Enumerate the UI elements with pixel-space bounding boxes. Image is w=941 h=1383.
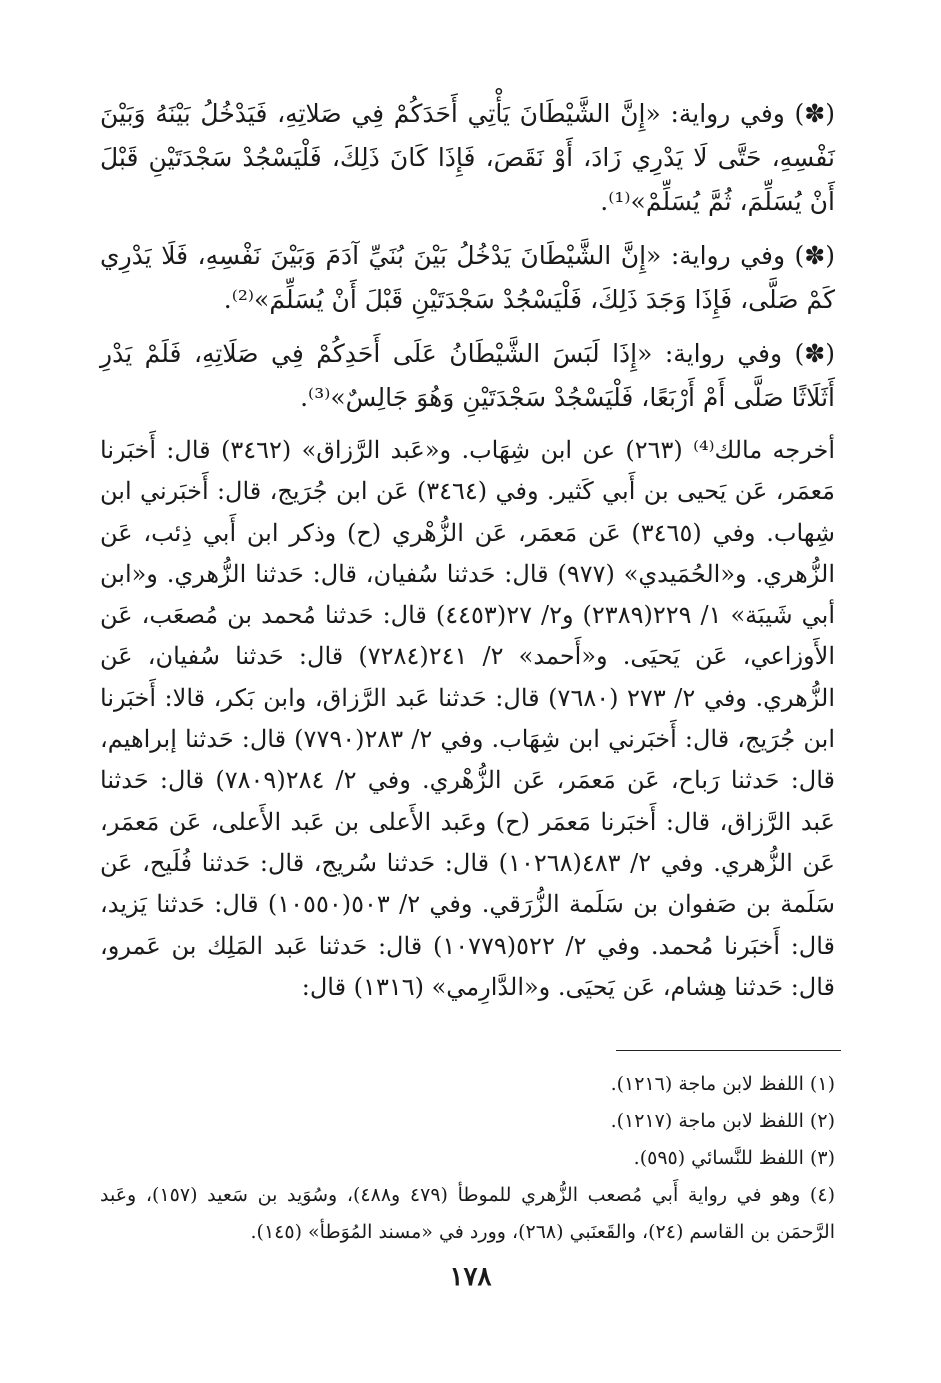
footnotes — [100, 1066, 835, 1251]
footnote-3: (٣) اللفظ للنَّسائي (٥٩٥). — [633, 1147, 835, 1169]
takhrij-paragraph: أخرجه مالك⁽⁴⁾ (٢٦٣) عن ابن شِهَاب. و«عَبد الرَّزاق» (٣٤٦٢) قال: أَخبَرنا مَعمَر، عَن يَحيى بن أَبي كَثير. وفي (٣٤٦٤) عَن ابن جُرَيج، قال: أَخبَرني ابن شِهاب. وفي (٣٤٦٥) عَن مَعمَر، عَن الزُّهْري (ح) وذكر ابن أَبي ذِئب، عَن الزُّهري. و«الحُمَيدي» (٩٧٧) قال: حَدثنا سُفيان، قال: حَدثنا الزُّهري. و«ابن أبي شَيبَة» ١/ ٢٢٩(٢٣٨٩) و٢/ ٢٧(٤٤٥٣) قال: حَدثنا مُحمد بن مُصعَب، عَن الأَوزاعي، عَن يَحيَى. و«أَحمد» ٢/ ٢٤١(٧٢٨٤) قال: حَدثنا سُفيان، عَن الزُّهري. وفي ٢/ ٢٧٣ (٧٦٨٠) قال: حَدثنا عَبد الرَّزاق، وابن بَكر، قالا: أَخبَرنا ابن جُرَيج، قال: أَخبَرني ابن شِهَاب. وفي ٢/ ٢٨٣(٧٧٩٠) قال: حَدثنا إبراهيم، قال: حَدثنا رَباح، عَن مَعمَر، عَن الزُّهْري. وفي ٢/ ٢٨٤(٧٨٠٩) قال: حَدثنا عَبد الرَّزاق، قال: أَخبَرنا مَعمَر (ح) وعَبد الأَعلى بن عَبد الأَعلى، عَن مَعمَر، عَن الزُّهري. وفي ٢/ ٤٨٣(١٠٢٦٨) قال: حَدثنا سُريج، قال: حَدثنا فُلَيح، عَن سَلَمة بن صَفوان بن سَلَمة الزُّرَقي. وفي ٢/ ٥٠٣(١٠٥٥٠) قال: حَدثنا يَزيد، قال: أَخبَرنا مُحمد. وفي ٢/ ٥٢٢(١٠٧٧٩) قال: حَدثنا عَبد المَلِك بن عَمرو، قال: حَدثنا هِشام، عَن يَحيَى. و«الدَّارِمي» (١٣١٦) قال: — [100, 436, 836, 1001]
main-text — [100, 92, 835, 1008]
hadith-narration-1: (✽) وفي رواية: «إِنَّ الشَّيْطَانَ يَأْتِي أَحَدَكُمْ فِي صَلاتِهِ، فَيَدْخُلُ بَيْنَهُ وَبَيْنَ نَفْسِهِ، حَتَّى لَا يَدْرِي زَادَ، أَوْ نَقَصَ، فَإِذَا كَانَ ذَلِكَ، فَلْيَسْجُدْ سَجْدَتَيْنِ قَبْلَ أَنْ يُسَلِّمَ، ثُمَّ يُسَلِّمْ»⁽¹⁾. — [100, 99, 835, 216]
footnote-4: (٤) وهو في رواية أَبي مُصعب الزُّهري للموطأ (٤٧٩ و٤٨٨)، وسُوَيد بن سَعيد (١٥٧)، وعَبد الرَّحمَن بن القاسم (٢٤)، والقَعنَبي (٢٦٨)، وورد في «مسند المُوَطأ» (١٤٥). — [100, 1184, 835, 1243]
hadith-narration-2: (✽) وفي رواية: «إِنَّ الشَّيْطَانَ يَدْخُلُ بَيْنَ بُنَيِّ آدَمَ وَبَيْنَ نَفْسِهِ، فَلَا يَدْرِي كَمْ صَلَّى، فَإِذَا وَجَدَ ذَلِكَ، فَلْيَسْجُدْ سَجْدَتَيْنِ قَبْلَ أَنْ يُسَلِّمَ»⁽²⁾. — [100, 241, 835, 314]
footnote-separator — [616, 1050, 841, 1051]
page-number: ١٧٨ — [449, 1262, 492, 1292]
footnote-1: (١) اللفظ لابن ماجة (١٢١٦). — [610, 1073, 835, 1095]
hadith-narration-3: (✽) وفي رواية: «إِذَا لَبَسَ الشَّيْطَانُ عَلَى أَحَدِكُمْ فِي صَلَاتِهِ، فَلَمْ يَدْرِ أَثَلَاثًا صَلَّى أَمْ أَرْبَعًا، فَلْيَسْجُدْ سَجْدَتَيْنِ وَهُوَ جَالِسٌ»⁽³⁾. — [100, 339, 835, 412]
footnote-2: (٢) اللفظ لابن ماجة (١٢١٧). — [610, 1110, 835, 1132]
